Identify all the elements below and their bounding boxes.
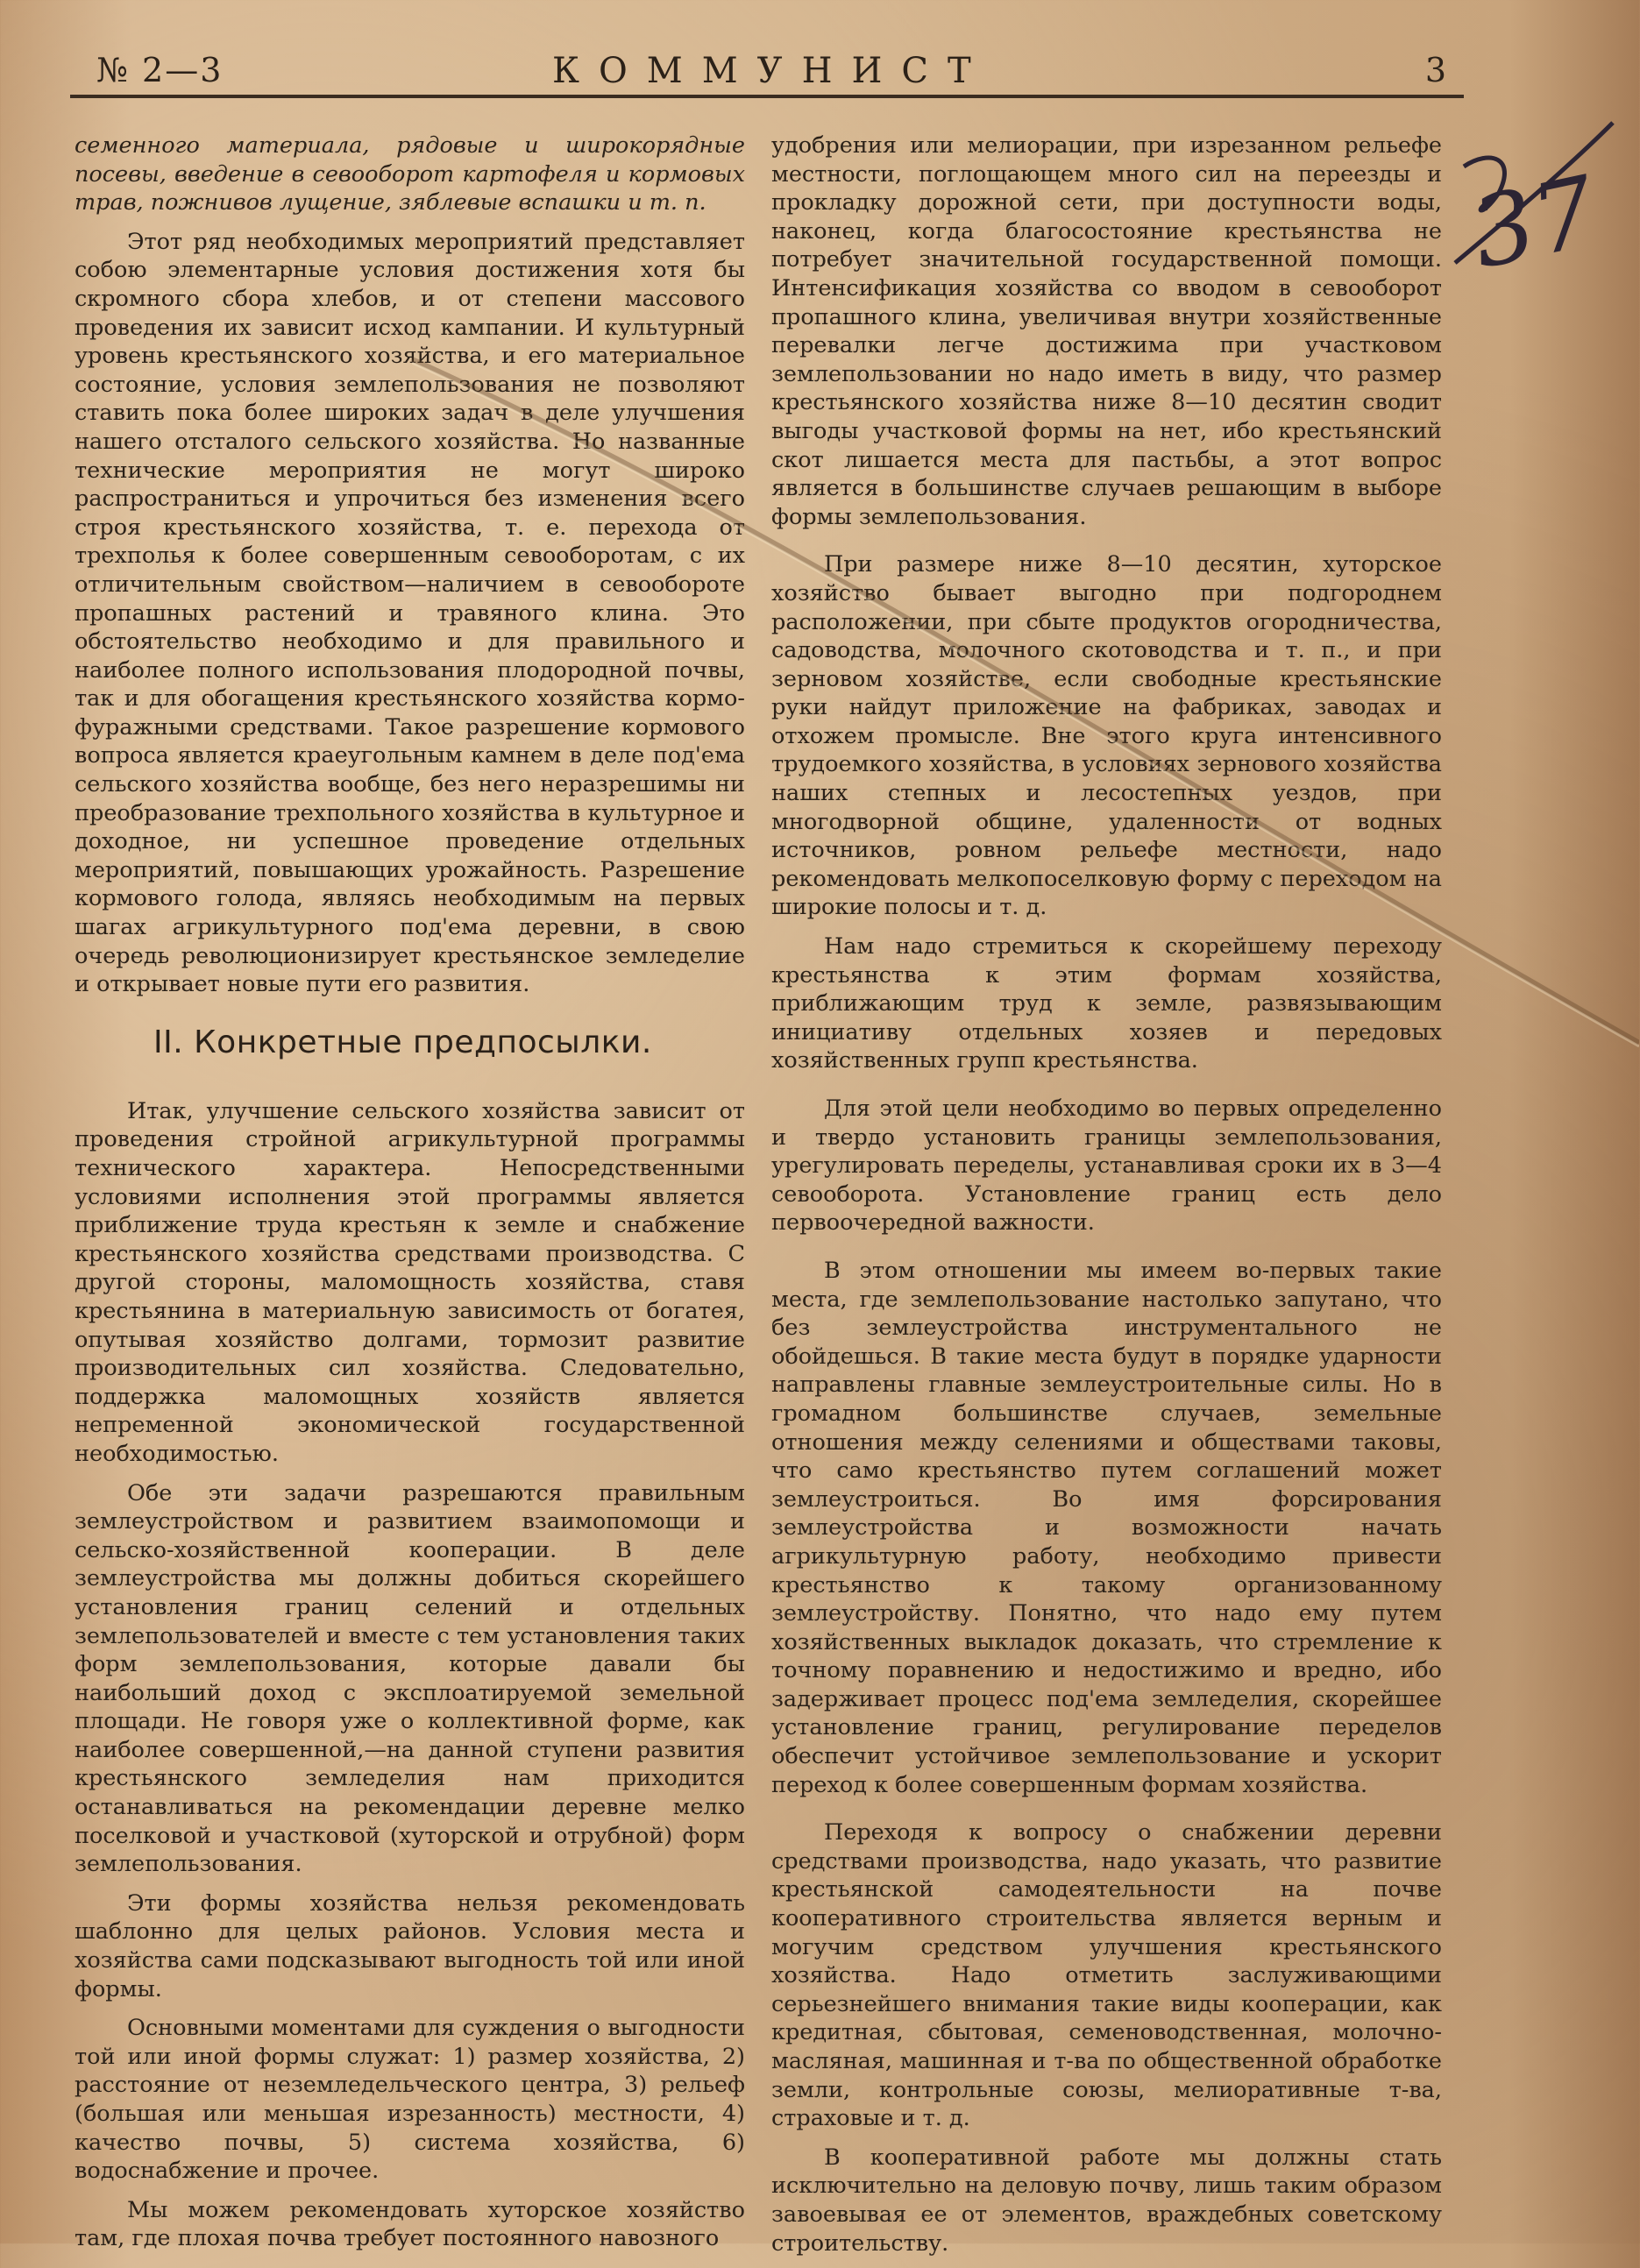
left-column	[75, 131, 745, 2264]
paragraph: Этот ряд необходимых мероприятий представляет собою элементарные условия достижения хотя бы скромного сбора хлебов, и от степени массового проведения их зависит исход кампании. И культурный уровень крестьянского хозяйства, и его материальное состояние, условия землепользования не позволяют ставить пока более широких задач в деле улучшения нашего отсталого сельского хозяйства. Но названные технические мероприятия не могут широко распространиться и упрочиться без изменения всего строя крестьянского хозяйства, т. е. перехода от трехполья к более совершенным севооборотам, с их отличительным свойством—наличием в севообороте пропашных растений и травяного клина. Это обстоятельство необходимо и для правильного и наиболее полного использования плодородной почвы, так и для обогащения крестьянского хозяйства кормо-фуражными средствами. Такое разрешение кормового вопроса является краеугольным камнем в деле под'ема сельского хозяйства вообще, без него неразрешимы ни преобразование трехпольного хозяйства в культурное и доходное, ни успешное проведение отдельных мероприятий, повышающих урожайность. Разрешение кормового голода, являясь необходимым на первых шагах агрикультурного под'ема деревни, в свою очередь революционизирует крестьянское земледелие и открывает новые пути его развития.	[75, 228, 745, 998]
page-header	[96, 51, 1446, 95]
paragraph: Эти формы хозяйства нельзя рекомендовать шаблонно для целых районов. Условия места и хозяйства сами подсказывают выгодность той или иной формы.	[75, 1889, 745, 2002]
paragraph: Для этой цели необходимо во первых определенно и твердо установить границы землепользования, урегулировать переделы, устанавливая сроки их в 3—4 севооборота. Установление границ есть дело первоочередной важности.	[771, 1095, 1442, 1237]
paragraph: Основными моментами для суждения о выгодности той или иной формы служат: 1) размер хозяйства, 2) расстояние от неземледельческого центра, 3) рельеф (большая или меньшая изрезанность) местности, 4) качество почвы, 5) система хозяйства, 6) водоснабжение и прочее.	[75, 2015, 745, 2185]
right-column	[771, 131, 1442, 2268]
paragraph: Итак, улучшение сельского хозяйства зависит от проведения стройной агрикультурной программы технического характера. Непосредственными условиями исполнения этой программы является приближение труда крестьян к земле и снабжение крестьянского хозяйства средствами производства. С другой стороны, маломощность хозяйства, ставя крестьянина в материальную зависимость от богатея, опутывая хозяйство долгами, тормозит развитие производительных сил хозяйства. Следовательно, поддержка маломощных хозяйств является непременной экономической государственной необходимостью.	[75, 1097, 745, 1467]
paragraph: семенного материала, рядовые и широкорядные посевы, введение в севооборот картофеля и кормовых трав, пожнивов лущение, зяблевые вспашки и т. п.	[75, 132, 745, 216]
newspaper-title: КОММУНИСТ	[552, 51, 990, 91]
section-heading: II. Конкретные предпосылки.	[153, 1024, 652, 1060]
page-number: 3	[1424, 51, 1446, 89]
header-rule	[70, 95, 1464, 98]
paragraph: В этом отношении мы имеем во-первых такие места, где землепользование настолько запутано, что без землеустройства инструментального не обойдешься. В такие места будут в порядке ударности направлены главные землеустроительные силы. Но в громадном большинстве случаев, земельные отношения между селениями и обществами таковы, что само крестьянство путем соглашений может землеустроиться. Во имя форсирования землеустройства и возможности начать агрикультурную работу, необходимо привести крестьянство к такому организованному землеустройству. Понятно, что надо ему путем хозяйственных выкладок доказать, что стремление к точному поравнению и недостижимо и вредно, ибо задерживает процесс под'ема земледелия, скорейшее установление границ, регулирование переделов обеспечит устойчивое землепользование и ускорит переход к более совершенным формам хозяйства.	[771, 1257, 1442, 1798]
paragraph: При размере ниже 8—10 десятин, хуторское хозяйство бывает выгодно при подгороднем расположении, при сбыте продуктов огородничества, садоводства, молочного скотоводства и т. п., и при зерновом хозяйстве, если свободные крестьянские руки найдут приложение на фабриках, заводах и отхожем промысле. Вне этого круга интенсивного трудоемкого хозяйства, в условиях зернового хозяйства наших степных и лесостепных уездов, при многодворной общине, удаленности от водных источников, ровном рельефе местности, надо рекомендовать мелкопоселковую форму с переходом на широкие полосы и т. д.	[771, 551, 1442, 921]
issue-number: № 2—3	[96, 51, 224, 89]
paragraph: Обе эти задачи разрешаются правильным землеустройством и развитием взаимопомощи и сельско-хозяйственной кооперации. В деле землеустройства мы должны добиться скорейшего установления границ селений и отдельных землепользователей и вместе с тем установления таких форм землепользования, которые давали бы наибольший доход с эксплоатируемой земельной площади. Не говоря уже о коллективной форме, как наиболее совершенной,—на данной ступени развития крестьянского земледелия нам приходится останавливаться на рекомендации деревне мелко поселковой и участковой (хуторской и отрубной) форм землепользования.	[75, 1479, 745, 1878]
paragraph: В кооперативной работе мы должны стать исключительно на деловую почву, лишь таким образом завоевывая ее от элементов, враждебных советскому строительству.	[771, 2144, 1442, 2257]
paragraph: удобрения или мелиорации, при изрезанном рельефе местности, поглощающем много сил на переезды и прокладку дорожной сети, при доступности воды, наконец, когда благосостояние крестьянства не потребует значительной государственной помощи. Интенсификация хозяйства со вводом в севооборот пропашного клина, увеличивая внутри хозяйственные перевалки легче достижима при участковом землепользовании но надо иметь в виду, что размер крестьянского хозяйства ниже 8—10 десятин сводит выгоды участковой формы на нет, ибо крестьянский скот лишается места для пастьбы, а этот вопрос является в большинстве случаев решающим в выборе формы землепользования.	[771, 132, 1442, 530]
paragraph: Переходя к вопросу о снабжении деревни средствами производства, надо указать, что развитие крестьянской самодеятельности на почве кооперативного строительства является верным и могучим средством улучшения крестьянского хозяйства. Надо отметить заслуживающими серьезнейшего внимания такие виды кооперации, как кредитная, сбытовая, семеноводственная, молочно-масляная, машинная и т-ва по общественной обработке земли, контрольные союзы, мелиоративные т-ва, страховые и т. д.	[771, 1819, 1442, 2132]
paragraph: Нам надо стремиться к скорейшему переходу крестьянства к этим формам хозяйства, приближающим труд к земле, развязывающим инициативу отдельных хозяев и передовых хозяйственных групп крестьянства.	[771, 933, 1442, 1074]
handwritten-annotation	[1438, 114, 1630, 289]
handwritten-number: 37	[1462, 154, 1606, 291]
paragraph: Мы можем рекомендовать хуторское хозяйство там, где плохая почва требует постоянного навозного	[75, 2196, 745, 2252]
